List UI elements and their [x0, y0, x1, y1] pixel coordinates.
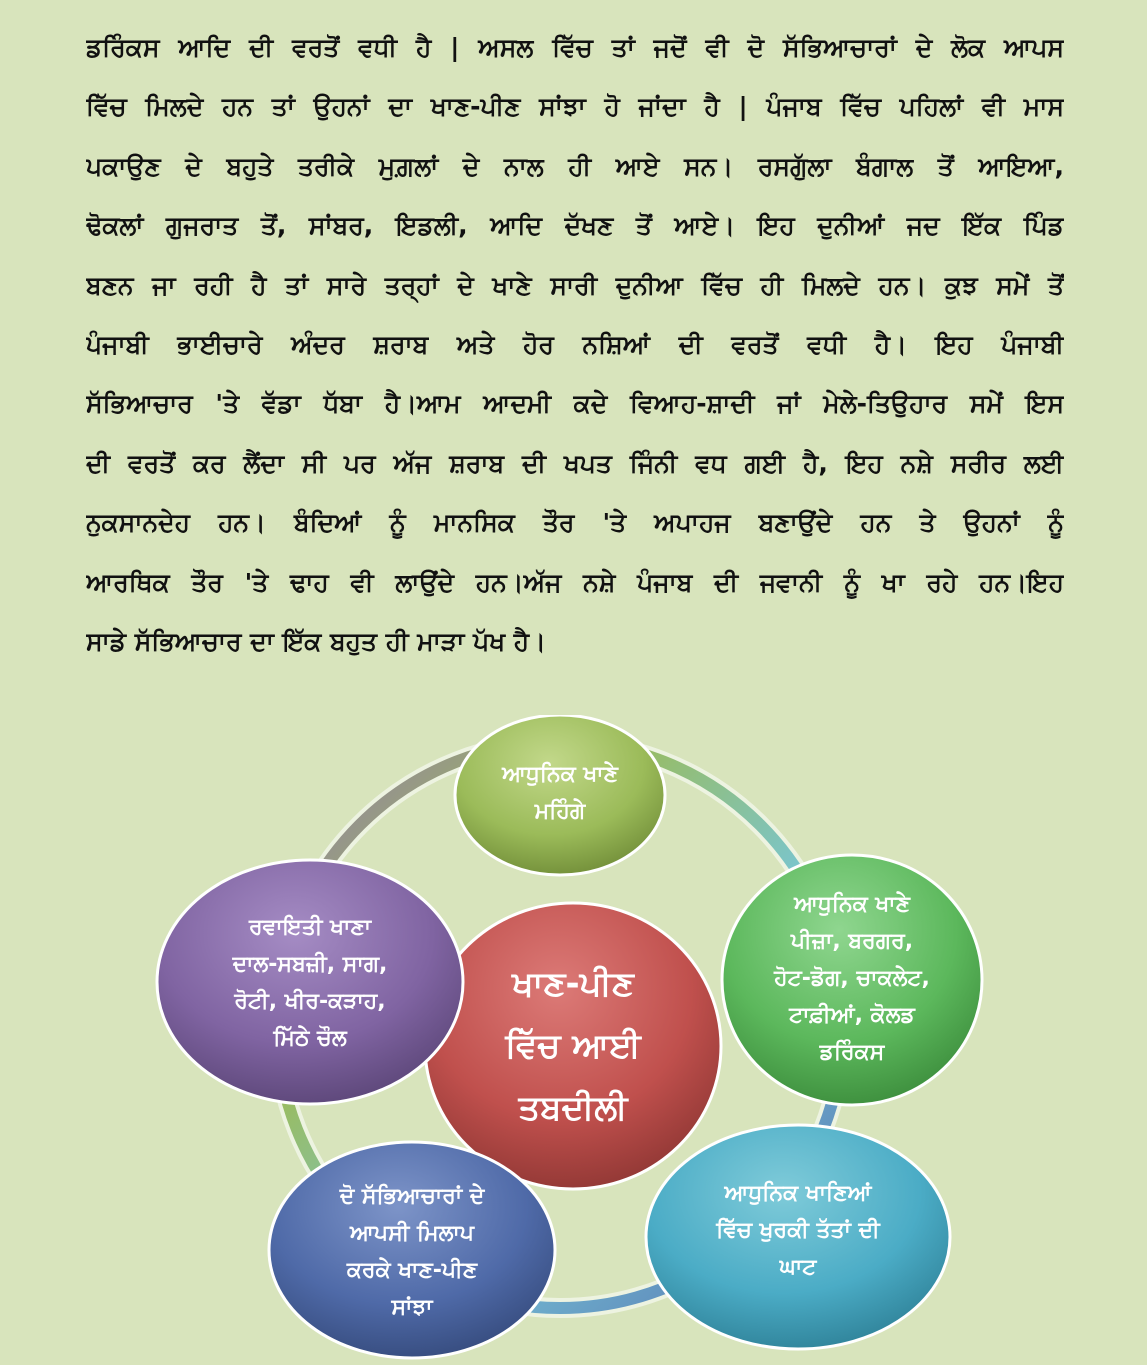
- node-left: [160, 883, 460, 1083]
- center-line: ਵਿੱਚ ਆਈ: [505, 1026, 641, 1066]
- node-line: ਆਧੁਨਿਕ ਖਾਣੇ: [794, 891, 910, 917]
- node-line: ਪੀਜ਼ਾ, ਬਰਗਰ,: [790, 928, 914, 954]
- center-line: ਤਬਦੀਲੀ: [518, 1088, 628, 1128]
- node-line: ਹੋਟ-ਡੋਗ, ਚਾਕਲੇਟ,: [774, 965, 930, 991]
- paragraph-line: ਦੀ ਵਰਤੋਂ ਕਰ ਲੈਂਦਾ ਸੀ ਪਰ ਅੱਜ ਸ਼ਰਾਬ ਦੀ ਖਪਤ ਜਿੰਨੀ ਵਧ ਗਈ ਹੈ, ਇਹ ਨਸ਼ੇ ਸਰੀਰ ਲਈ: [86, 448, 1064, 478]
- node-line: ਰਵਾਇਤੀ ਖਾਣਾ: [248, 915, 372, 940]
- node-line: ਮਹਿੰਗੇ: [534, 799, 586, 824]
- node-line: ਡਰਿੰਕਸ: [819, 1039, 885, 1065]
- node-line: ਆਪਸੀ ਮਿਲਾਪ: [350, 1221, 474, 1246]
- node-line: ਘਾਟ: [779, 1254, 817, 1280]
- node-line: ਵਿੱਚ ਖੁਰਕੀ ਤੱਤਾਂ ਦੀ: [716, 1217, 880, 1243]
- paragraph-line: ਡਰਿੰਕਸ ਆਦਿ ਦੀ ਵਰਤੋਂ ਵਧੀ ਹੈ | ਅਸਲ ਵਿੱਚ ਤਾਂ ਜਦੋਂ ਵੀ ਦੋ ਸੱਭਿਆਚਾਰਾਂ ਦੇ ਲੋਕ ਆਪਸ: [86, 33, 1064, 62]
- paragraph-line: ਆਰਥਿਕ ਤੌਰ 'ਤੇ ਢਾਹ ਵੀ ਲਾਉਂਦੇ ਹਨ।ਅੱਜ ਨਸ਼ੇ ਪੰਜਾਬ ਦੀ ਜਵਾਨੀ ਨੂੰ ਖਾ ਰਹੇ ਹਨ।ਇਹ: [86, 567, 1064, 597]
- paragraph-line: ਸਾਡੇ ਸੱਭਿਆਚਾਰ ਦਾ ਇੱਕ ਬਹੁਤ ਹੀ ਮਾੜਾ ਪੱਖ ਹੈ।: [86, 626, 546, 656]
- node-line: ਦੋ ਸੱਭਿਆਚਾਰਾਂ ਦੇ: [339, 1184, 485, 1209]
- center-line: ਖਾਣ-ਪੀਣ: [512, 964, 634, 1004]
- paragraph-line: ਪੰਜਾਬੀ ਭਾਈਚਾਰੇ ਅੰਦਰ ਸ਼ਰਾਬ ਅਤੇ ਹੋਰ ਨਸ਼ਿਆਂ ਦੀ ਵਰਤੋਂ ਵਧੀ ਹੈ। ਇਹ ਪੰਜਾਬੀ: [86, 329, 1064, 359]
- node-bottom-left: [269, 1167, 555, 1337]
- paragraph-line: ਨੁਕਸਾਨਦੇਹ ਹਨ। ਬੰਦਿਆਂ ਨੂੰ ਮਾਨਸਿਕ ਤੌਰ 'ਤੇ ਅਪਾਹਜ ਬਣਾਉਂਦੇ ਹਨ ਤੇ ਉਹਨਾਂ ਨੂੰ: [86, 508, 1064, 538]
- node-bottom-right: [646, 1145, 950, 1315]
- paragraph-line: ਢੋਕਲਾਂ ਗੁਜਰਾਤ ਤੋਂ, ਸਾਂਬਰ, ਇਡਲੀ, ਆਦਿ ਦੱਖਣ ਤੋਂ ਆਏ। ਇਹ ਦੁਨੀਆਂ ਜਦ ਇੱਕ ਪਿੰਡ: [86, 211, 1064, 241]
- paragraph-line: ਬਣਨ ਜਾ ਰਹੀ ਹੈ ਤਾਂ ਸਾਰੇ ਤਰ੍ਹਾਂ ਦੇ ਖਾਣੇ ਸਾਰੀ ਦੁਨੀਆ ਵਿੱਚ ਹੀ ਮਿਲਦੇ ਹਨ। ਕੁਝ ਸਮੇਂ ਤੋਂ: [86, 270, 1064, 300]
- body-paragraph: [86, 18, 1064, 671]
- node-line: ਆਧੁਨਿਕ ਖਾਣਿਆਂ: [724, 1180, 872, 1206]
- node-line: ਆਧੁਨਿਕ ਖਾਣੇ: [502, 762, 618, 787]
- node-right: [722, 860, 982, 1096]
- cycle-diagram: [140, 715, 1010, 1365]
- node-line: ਰੋਟੀ, ਖੀਰ-ਕੜਾਹ,: [234, 989, 386, 1014]
- node-line: ਸਾਂਝਾ: [391, 1295, 433, 1320]
- node-line: ਟਾਫ਼ੀਆਂ, ਕੋਲਡ: [789, 1002, 915, 1028]
- node-top: [455, 733, 665, 853]
- paragraph-line: ਪਕਾਉਣ ਦੇ ਬਹੁਤੇ ਤਰੀਕੇ ਮੁਗ਼ਲਾਂ ਦੇ ਨਾਲ ਹੀ ਆਏ ਸਨ। ਰਸਗੁੱਲਾ ਬੰਗਾਲ ਤੋਂ ਆਇਆ,: [86, 151, 1064, 181]
- node-line: ਮਿੱਠੇ ਚੌਲ: [273, 1026, 347, 1051]
- paragraph-line: ਵਿੱਚ ਮਿਲਦੇ ਹਨ ਤਾਂ ਉਹਨਾਂ ਦਾ ਖਾਣ-ਪੀਣ ਸਾਂਝਾ ਹੋ ਜਾਂਦਾ ਹੈ | ਪੰਜਾਬ ਵਿੱਚ ਪਹਿਲਾਂ ਵੀ ਮਾਸ: [86, 92, 1064, 122]
- node-line: ਦਾਲ-ਸਬਜ਼ੀ, ਸਾਗ,: [232, 952, 388, 977]
- paragraph-line: ਸੱਭਿਆਚਾਰ 'ਤੇ ਵੱਡਾ ਧੱਬਾ ਹੈ।ਆਮ ਆਦਮੀ ਕਦੇ ਵਿਆਹ-ਸ਼ਾਦੀ ਜਾਂ ਮੇਲੇ-ਤਿਉਹਾਰ ਸਮੇਂ ਇਸ: [86, 389, 1064, 419]
- node-line: ਕਰਕੇ ਖਾਣ-ਪੀਣ: [346, 1258, 478, 1283]
